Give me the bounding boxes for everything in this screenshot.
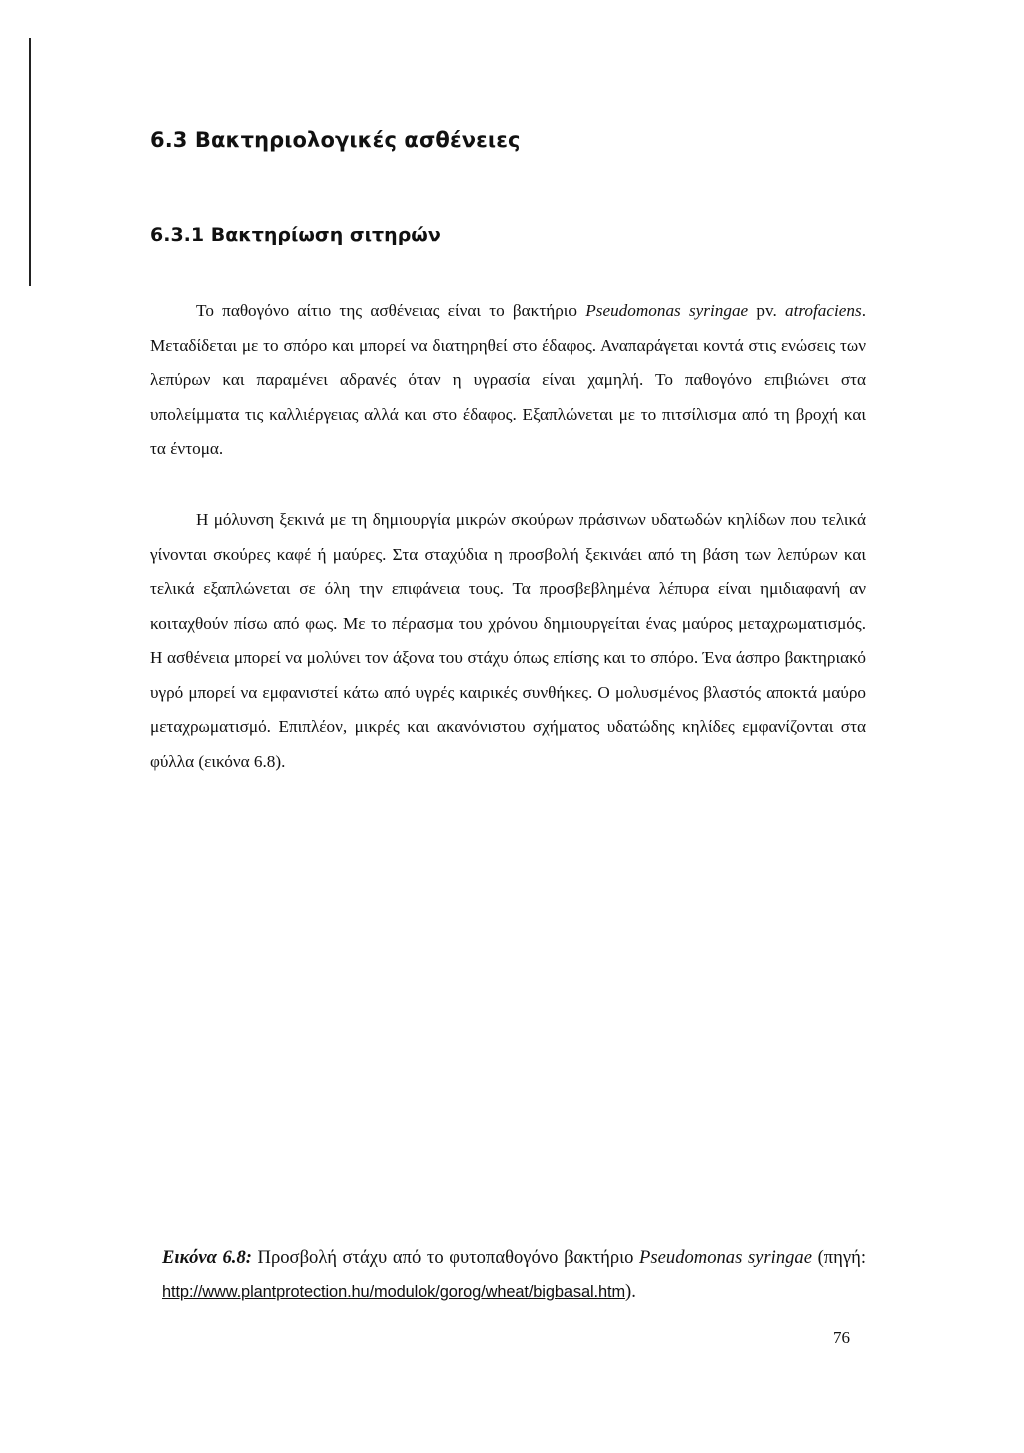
caption-species: Pseudomonas syringae bbox=[639, 1247, 812, 1268]
paragraph-pathogen bbox=[150, 294, 866, 467]
subsection-title: 6.3.1 Βακτηρίωση σιτηρών bbox=[150, 224, 441, 246]
figure-label: Εικόνα 6.8: bbox=[162, 1247, 252, 1268]
margin-rule bbox=[29, 38, 31, 286]
sentence-end: . bbox=[861, 301, 866, 320]
caption-source-prefix: (πηγή: bbox=[811, 1247, 866, 1268]
page-number: 76 bbox=[833, 1328, 850, 1347]
paragraph-symptoms: Η μόλυνση ξεκινά με τη δημιουργία μικρών σκούρων πράσινων υδατωδών κηλίδων που τελικά γίνονται σκούρες καφέ ή μαύρες. Στα σταχύδια η προσβολή ξεκινάει από τη βάση των λεπύρων και τελικά εξαπλώνεται σε όλη την επιφάνεια τους. Τα προσβεβλημένα λέπυρα είναι ημιδιαφανή αν κοιταχθούν πίσω από φως. Με το πέρασμα του χρόνου δημιουργείται ένας μαύρος μεταχρωματισμός. Η ασθένεια μπορεί να μολύνει τον άξονα του στάχυ όπως επίσης και το σπόρο. Ένα άσπρο βακτηριακό υγρό μπορεί να εμφανιστεί κάτω από υγρές καιρικές συνθήκες. Ο μολυσμένος βλαστός αποκτά μαύρο μεταχρωματισμό. Επιπλέον, μικρές και ακανόνιστου σχήματος υδατώδης κηλίδες εμφανίζονται στα φύλλα (εικόνα 6.8). bbox=[150, 510, 866, 771]
source-link[interactable]: http://www.plantprotection.hu/modulok/gorog/wheat/bigbasal.htm bbox=[162, 1283, 626, 1301]
caption-source-suffix: ). bbox=[625, 1281, 636, 1302]
section-title: 6.3 Βακτηριολογικές ασθένειες bbox=[150, 128, 521, 152]
paragraph-pathogen-rest: Μεταδίδεται με το σπόρο και μπορεί να διατηρηθεί στο έδαφος. Αναπαράγεται κοντά στις ενώσεις των λεπύρων και παραμένει αδρανές όταν η υγρασία είναι χαμηλή. Το παθογόνο επιβιώνει στα υπολείμματα τις καλλιέργειας αλλά και στο έδαφος. Εξαπλώνεται με το πιτσίλισμα από τη βροχή και τα έντομα. bbox=[150, 335, 866, 458]
pathovar-abbrev: pv. bbox=[748, 301, 785, 320]
pathovar-name: atrofaciens bbox=[785, 301, 862, 320]
species-name: Pseudomonas syringae bbox=[585, 301, 749, 320]
caption-text: Προσβολή στάχυ από το φυτοπαθογόνο βακτήριο bbox=[251, 1247, 640, 1268]
paragraph-pathogen-intro: Το παθογόνο αίτιο της ασθένειας είναι το βακτήριο bbox=[196, 301, 586, 320]
figure-caption bbox=[162, 1241, 866, 1309]
